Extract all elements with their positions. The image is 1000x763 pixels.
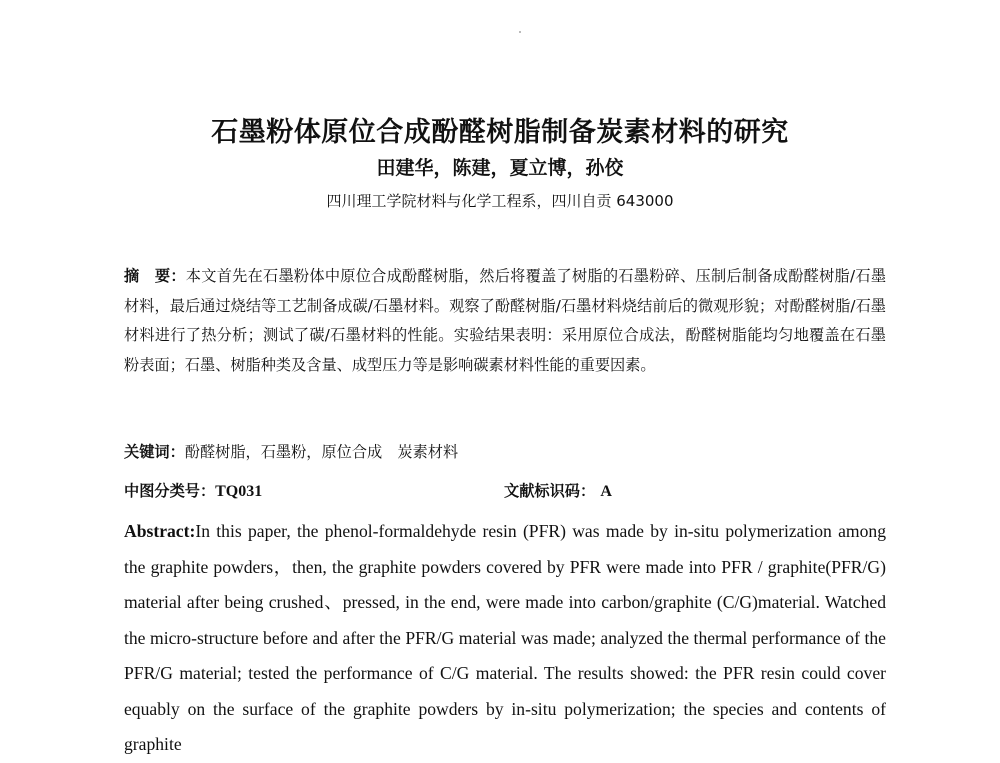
classification-line <box>124 480 886 501</box>
keywords-text: 酚醛树脂，石墨粉，原位合成 炭素材料 <box>184 443 459 461</box>
document-code-label: 文献标识码： <box>504 482 596 500</box>
chinese-abstract-label: 摘 要： <box>124 267 186 285</box>
author-list: 田建华，陈建，夏立博，孙佼 <box>376 157 624 179</box>
english-abstract-label: Abstract: <box>124 521 196 541</box>
keywords-label: 关键词： <box>124 443 185 461</box>
classification-value: TQ031 <box>215 483 263 500</box>
document-code <box>504 480 612 501</box>
classification-label: 中图分类号： <box>124 482 216 500</box>
chinese-abstract <box>124 262 886 380</box>
keywords-line <box>124 441 886 462</box>
paper-title: 石墨粉体原位合成酚醛树脂制备炭素材料的研究 <box>211 117 789 148</box>
english-abstract <box>124 514 886 763</box>
affiliation: 四川理工学院材料与化学工程系，四川自贡 643000 <box>326 192 674 210</box>
chinese-abstract-text: 本文首先在石墨粉体中原位合成酚醛树脂，然后将覆盖了树脂的石墨粉碎、压制后制备成酚醛树脂/石墨材料，最后通过烧结等工艺制备成碳/石墨材料。观察了酚醛树脂/石墨材料烧结前后的微观形貌；对酚醛树脂/石墨材料进行了热分析；测试了碳/石墨材料的性能。实验结果表明：采用原位合成法，酚醛树脂能均匀地覆盖在石墨粉表面；石墨、树脂种类及含量、成型压力等是影响碳素材料性能的重要因素。 <box>124 267 887 374</box>
english-abstract-text: In this paper, the phenol-formaldehyde resin (PFR) was made by in-situ polymerization among the graphite powders，then, the graphite powders covered by PFR were made into PFR / graphite(PFR/G) material after being crushed、pressed, in the end, were made into carbon/graphite (C/G)material. Watched the micro-structure before and after the PFR/G material was made; analyzed the thermal performance of the PFR/G material; tested the performance of C/G material. The results showed: the PFR resin could cover equably on the surface of the graphite powders by in-situ polymerization; the species and contents of graphite <box>124 521 886 754</box>
document-code-value: A <box>600 483 612 500</box>
scan-speck <box>519 31 521 33</box>
